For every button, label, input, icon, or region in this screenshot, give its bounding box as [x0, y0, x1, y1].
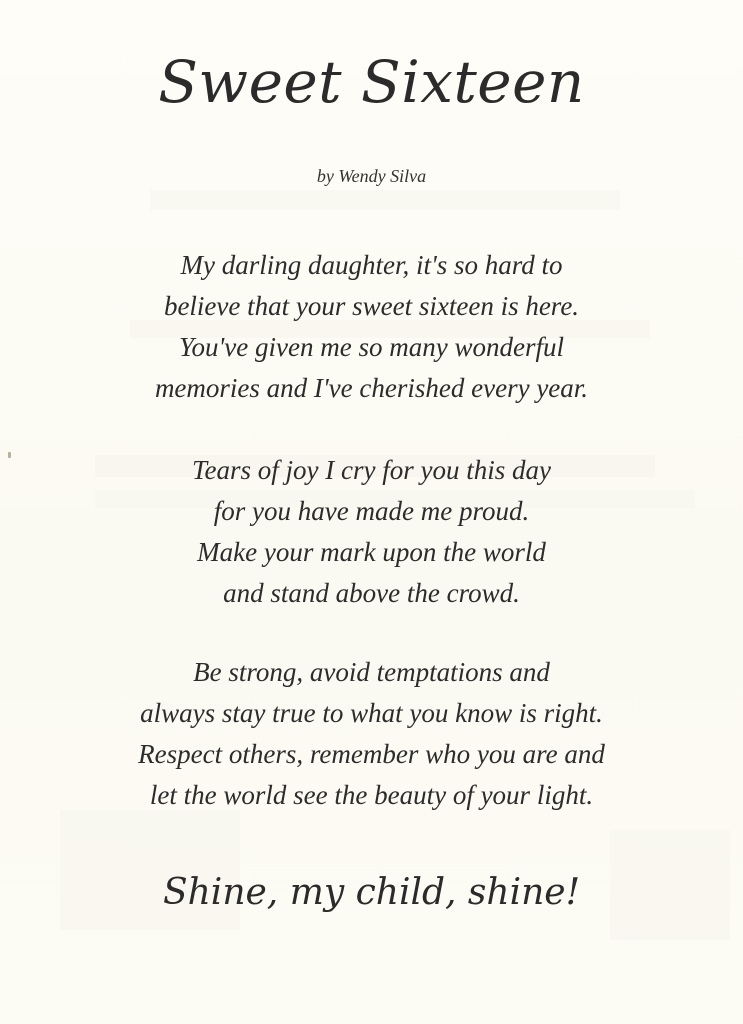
stanza-line: and stand above the crowd. — [223, 578, 520, 608]
stanza-line: memories and I've cherished every year. — [154, 373, 589, 403]
stanza-3 — [0, 652, 743, 816]
poem-title: Sweet Sixteen — [158, 48, 585, 116]
stanza-line: Make your mark upon the world — [197, 537, 546, 567]
stanza-line: Respect others, remember who you are and — [138, 739, 605, 769]
show-through-smudge — [150, 190, 620, 210]
stanza-line: My darling daughter, it's so hard to — [180, 250, 563, 280]
stanza-line: Tears of joy I cry for you this day — [192, 455, 551, 485]
stanza-line: You've given me so many wonderful — [179, 332, 564, 362]
stanza-line: Be strong, avoid temptations and — [193, 657, 550, 687]
stanza-2 — [0, 450, 743, 614]
stanza-line: believe that your sweet sixteen is here. — [163, 291, 580, 321]
stanza-line: for you have made me proud. — [213, 496, 530, 526]
stanza-line: let the world see the beauty of your light. — [149, 780, 594, 810]
stanza-1 — [0, 245, 743, 409]
poem-byline: by Wendy Silva — [316, 166, 427, 186]
stanza-line: always stay true to what you know is right. — [140, 698, 603, 728]
poem-closing-line: Shine, my child, shine! — [162, 872, 581, 913]
